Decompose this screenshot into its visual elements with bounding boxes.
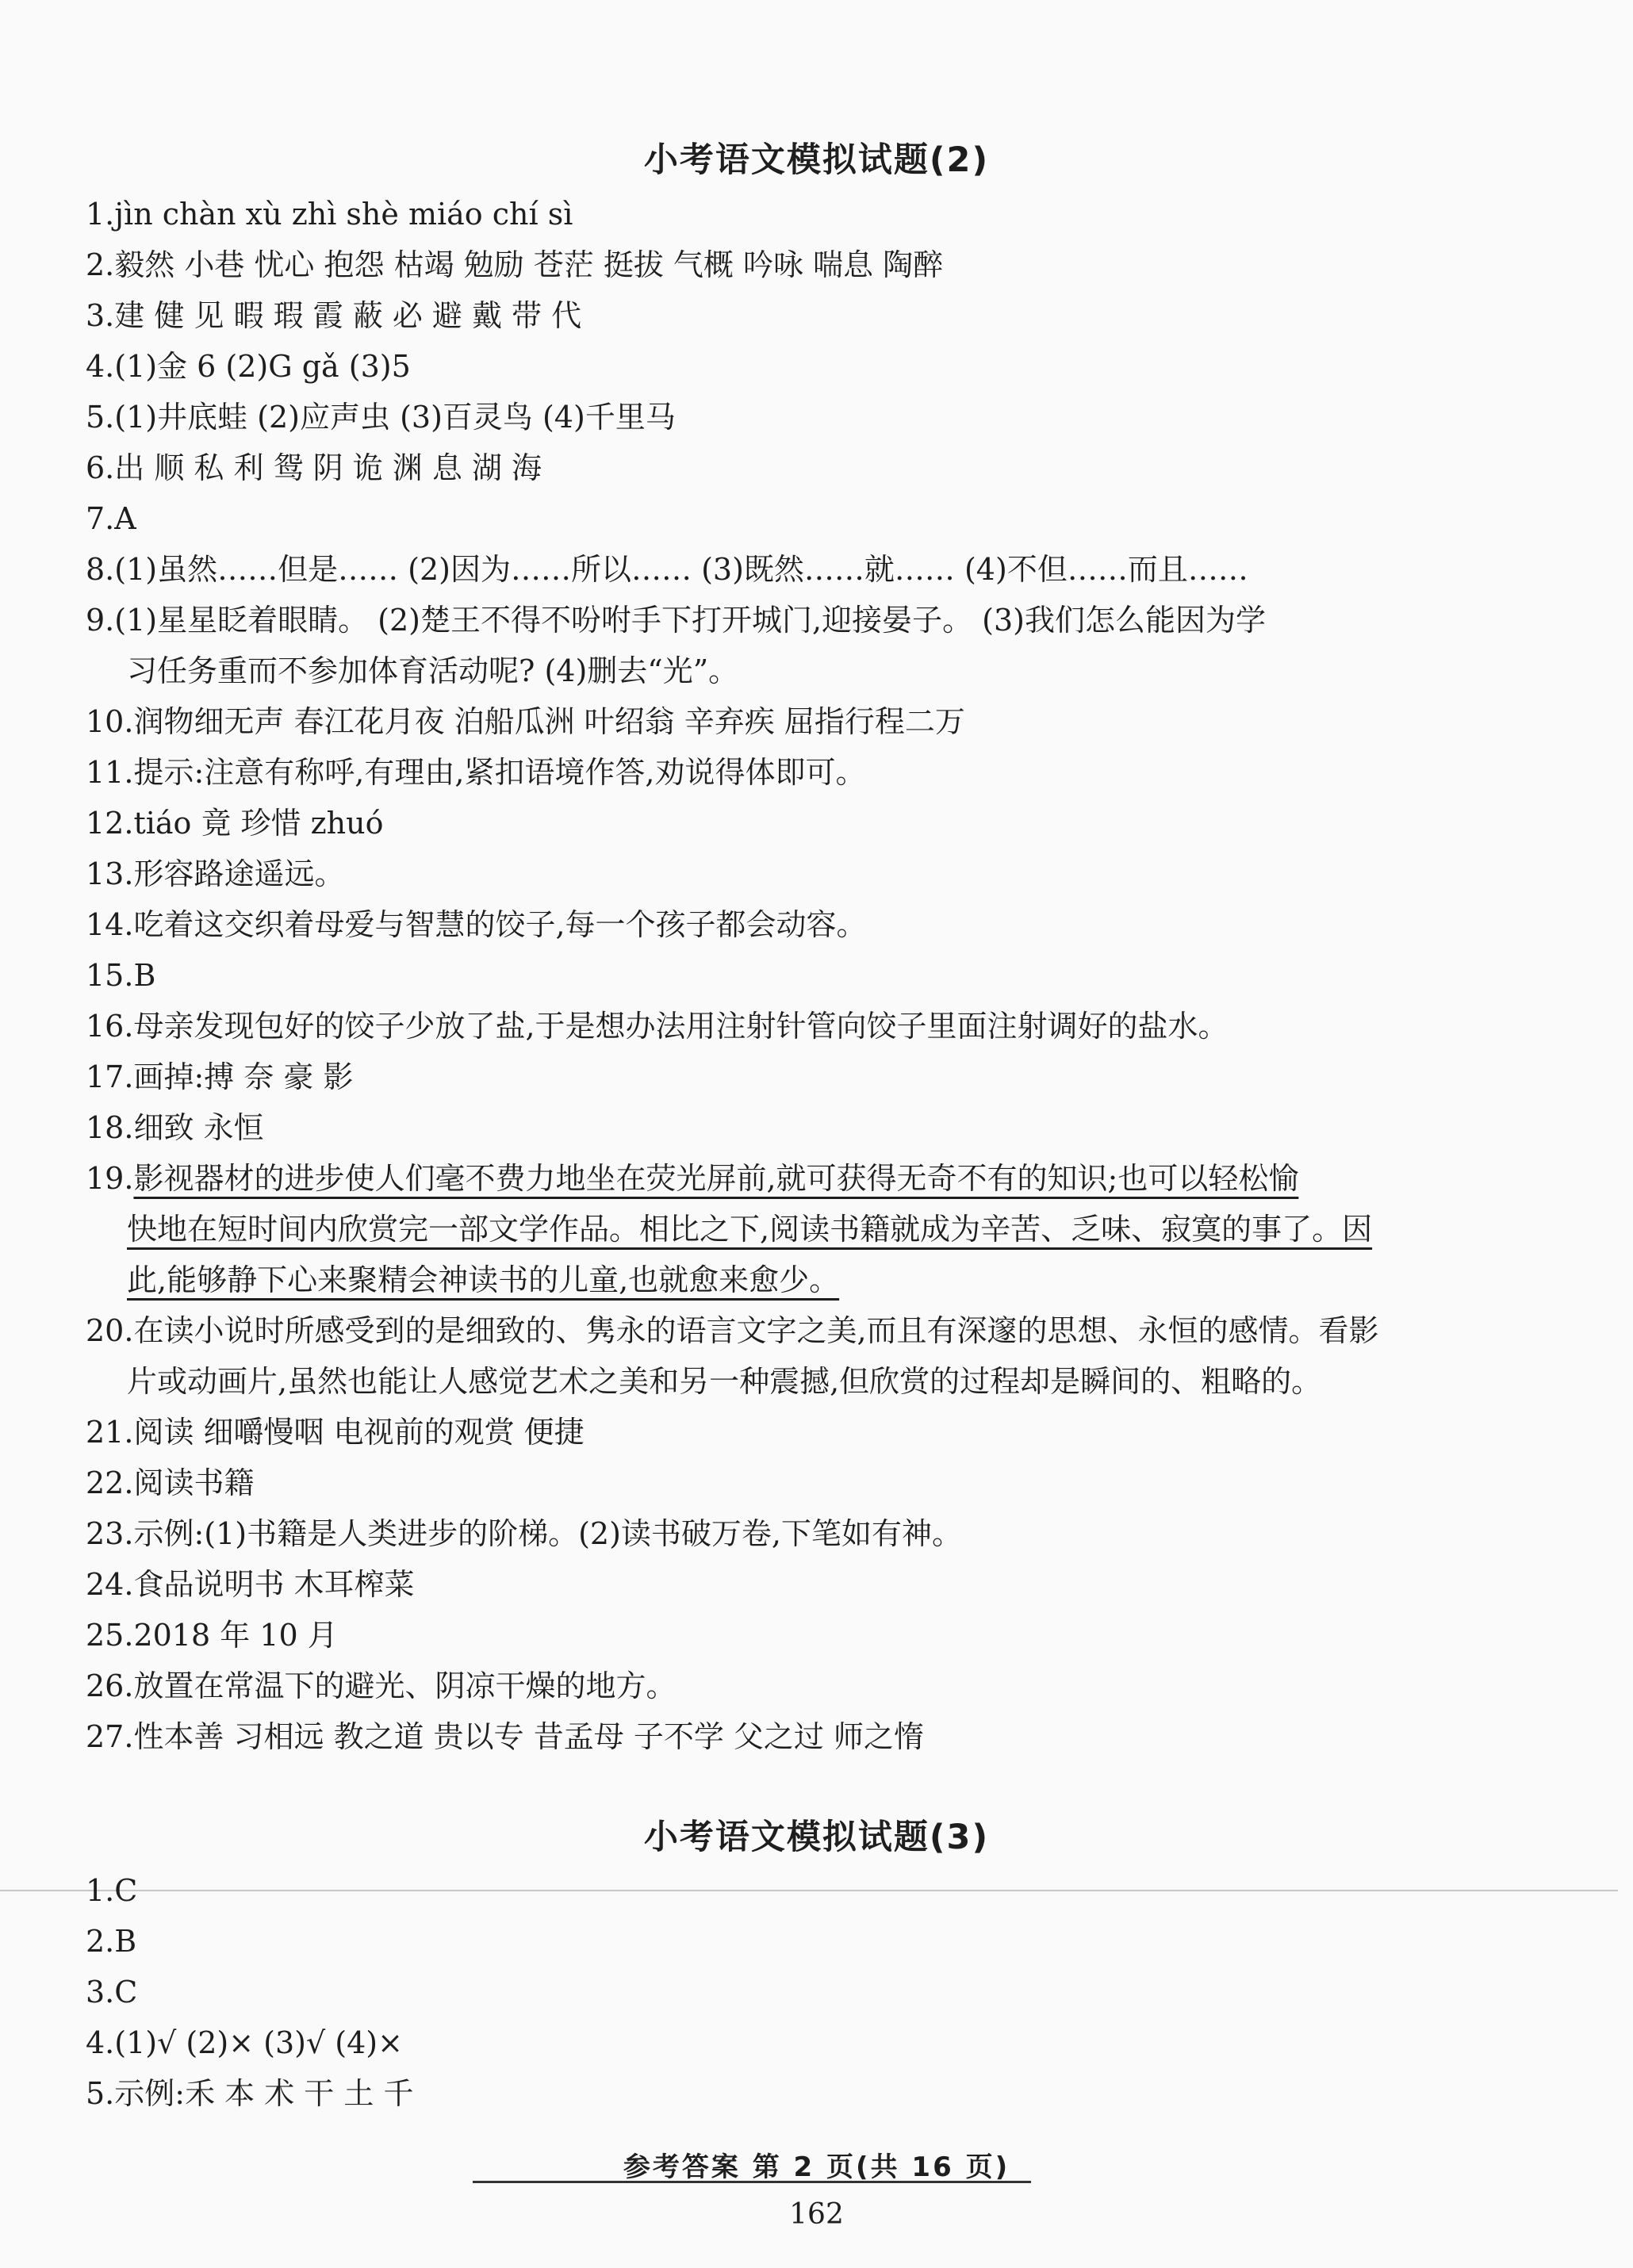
answer-3-4: 4.(1)√ (2)× (3)√ (4)× (86, 2025, 403, 2060)
answer-2-14: 14.吃着这交织着母爱与智慧的饺子,每一个孩子都会动容。 (86, 907, 867, 942)
answer-2-19: 19.影视器材的进步使人们毫不费力地坐在荧光屏前,就可获得无奇不有的知识;也可以轻松愉 快地在短时间内欣赏完一部文学作品。相比之下,阅读书籍就成为辛苦、乏味、寂寞的事了。因 此,能够静下心来聚精会神读书的儿童,也就愈来愈少。 (86, 1153, 1577, 1305)
answer-2-18: 18.细致 永恒 (86, 1110, 264, 1145)
answer-2-9-continued: 习任务重而不参加体育活动呢? (4)删去“光”。 (127, 653, 739, 688)
answer-2-12: 12.tiáo 竟 珍惜 zhuó (86, 806, 384, 841)
answer-2-27: 27.性本善 习相远 教之道 贵以专 昔孟母 子不学 父之过 师之惰 (86, 1719, 924, 1754)
answer-2-22: 22.阅读书籍 (86, 1465, 255, 1500)
answer-2-2: 2.毅然 小巷 忧心 抱怨 枯竭 勉励 苍茫 挺拔 气概 吟咏 喘息 陶醉 (86, 247, 944, 282)
answer-2-3: 3.建 健 见 暇 瑕 霞 蔽 必 避 戴 带 代 (86, 298, 582, 333)
answer-2-20-continued: 片或动画片,虽然也能让人感觉艺术之美和另一种震撼,但欣赏的过程却是瞬间的、粗略的。 (127, 1364, 1322, 1399)
answer-2-23: 23.示例:(1)书籍是人类进步的阶梯。(2)读书破万卷,下笔如有神。 (86, 1516, 962, 1551)
answer-2-8: 8.(1)虽然……但是…… (2)因为……所以…… (3)既然……就…… (4)不但……而且…… (86, 552, 1248, 587)
answer-2-10: 10.润物细无声 春江花月夜 泊船瓜洲 叶绍翁 辛弃疾 屈指行程二万 (86, 704, 965, 739)
answer-3-2: 2.B (86, 1924, 137, 1959)
answer-3-5: 5.示例:禾 本 术 干 土 千 (86, 2076, 414, 2111)
answer-2-16: 16.母亲发现包好的饺子少放了盐,于是想办法用注射针管向饺子里面注射调好的盐水。 (86, 1009, 1229, 1044)
section-2-title: 小考语文模拟试题(2) (643, 140, 990, 180)
answer-2-20: 20.在读小说时所感受到的是细致的、隽永的语言文字之美,而且有深邃的思想、永恒的感情。看影 片或动画片,虽然也能让人感觉艺术之美和另一种震撼,但欣赏的过程却是瞬间的、粗略的。 (86, 1305, 1577, 1407)
answer-2-5: 5.(1)井底蛙 (2)应声虫 (3)百灵鸟 (4)千里马 (86, 400, 676, 435)
page-number: 162 (789, 2198, 844, 2231)
answer-2-1: 1.jìn chàn xù zhì shè miáo chí sì (86, 197, 573, 232)
answer-2-19-continued: 快地在短时间内欣赏完一部文学作品。相比之下,阅读书籍就成为辛苦、乏味、寂寞的事了。因 (127, 1212, 1373, 1247)
footer-label: 参考答案 第 2 页(共 16 页) (623, 2151, 1010, 2183)
answer-2-6: 6.出 顺 私 利 鸳 阴 诡 渊 息 湖 海 (86, 450, 542, 485)
answer-2-9: 9.(1)星星眨着眼睛。 (2)楚王不得不吩咐手下打开城门,迎接晏子。 (3)我们怎么能因为学 习任务重而不参加体育活动呢? (4)删去“光”。 (86, 595, 1577, 696)
answer-3-1: 1.C (86, 1873, 138, 1908)
answer-2-21: 21.阅读 细嚼慢咽 电视前的观赏 便捷 (86, 1415, 585, 1450)
answer-2-17: 17.画掉:搏 奈 豪 影 (86, 1059, 354, 1094)
answer-3-3: 3.C (86, 1975, 138, 2009)
answer-2-4: 4.(1)金 6 (2)G gǎ (3)5 (86, 349, 411, 384)
answer-2-24: 24.食品说明书 木耳榨菜 (86, 1567, 415, 1602)
answer-2-25: 25.2018 年 10 月 (86, 1618, 338, 1653)
answer-2-11: 11.提示:注意有称呼,有理由,紧扣语境作答,劝说得体即可。 (86, 755, 866, 790)
footer-rule (473, 2181, 1031, 2183)
answer-2-7: 7.A (86, 501, 136, 536)
answer-2-13: 13.形容路途遥远。 (86, 856, 345, 891)
answer-2-15: 15.B (86, 958, 156, 993)
answer-2-19-continued-2: 此,能够静下心来聚精会神读书的儿童,也就愈来愈少。 (127, 1262, 840, 1297)
section-3-title: 小考语文模拟试题(3) (643, 1818, 990, 1857)
answer-2-26: 26.放置在常温下的避光、阴凉干燥的地方。 (86, 1668, 677, 1703)
